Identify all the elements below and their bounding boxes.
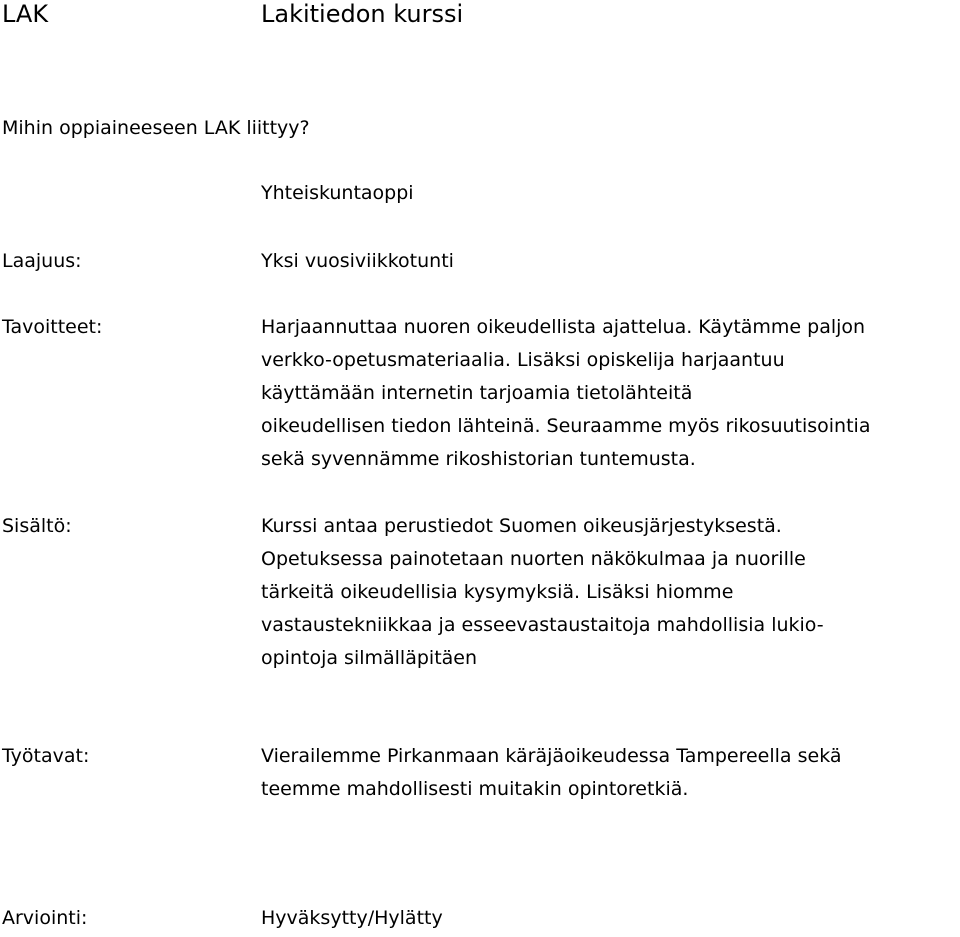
subject-value [261,177,960,210]
goals-text [261,311,960,476]
contents-line: tärkeitä oikeudellisia kysymyksiä. Lisäksi hiomme [261,581,734,603]
contents-label: Sisältö: [2,515,72,537]
methods-line: Vierailemme Pirkanmaan käräjäoikeudessa Tampereella sekä [261,745,842,767]
subject-text: Yhteiskuntaoppi [261,182,414,204]
contents-line: vastaustekniikkaa ja esseevastaustaitoja mahdollisia lukio- [261,614,824,636]
goals-line: oikeudellisen tiedon lähteinä. Seuraamme myös rikosuutisointia [261,415,871,437]
scope-value [261,245,960,278]
subject-question: Mihin oppiaineeseen LAK liittyy? [2,117,310,139]
scope-label: Laajuus: [2,250,82,272]
methods-text [261,740,960,806]
course-code: LAK [2,0,49,28]
contents-line: Opetuksessa painotetaan nuorten näkökulmaa ja nuorille [261,548,806,570]
contents-line: Kurssi antaa perustiedot Suomen oikeusjärjestyksestä. [261,515,782,537]
methods-label: Työtavat: [2,745,90,767]
goals-line: verkko-opetusmateriaalia. Lisäksi opiskelija harjaantuu [261,349,785,371]
scope-text: Yksi vuosiviikkotunti [261,250,454,272]
goals-line: Harjaannuttaa nuoren oikeudellista ajattelua. Käytämme paljon [261,316,866,338]
goals-line: sekä syvennämme rikoshistorian tuntemusta. [261,448,696,470]
methods-line: teemme mahdollisesti muitakin opintoretkiä. [261,778,689,800]
goals-line: käyttämään internetin tarjoamia tietolähteitä [261,382,693,404]
course-title: Lakitiedon kurssi [261,0,464,28]
assessment-label: Arviointi: [2,907,88,929]
contents-line: opintoja silmälläpitäen [261,647,478,669]
assessment-text: Hyväksytty/Hylätty [261,907,443,929]
goals-label: Tavoitteet: [2,316,103,338]
contents-text [261,510,960,675]
assessment-value [261,902,960,935]
